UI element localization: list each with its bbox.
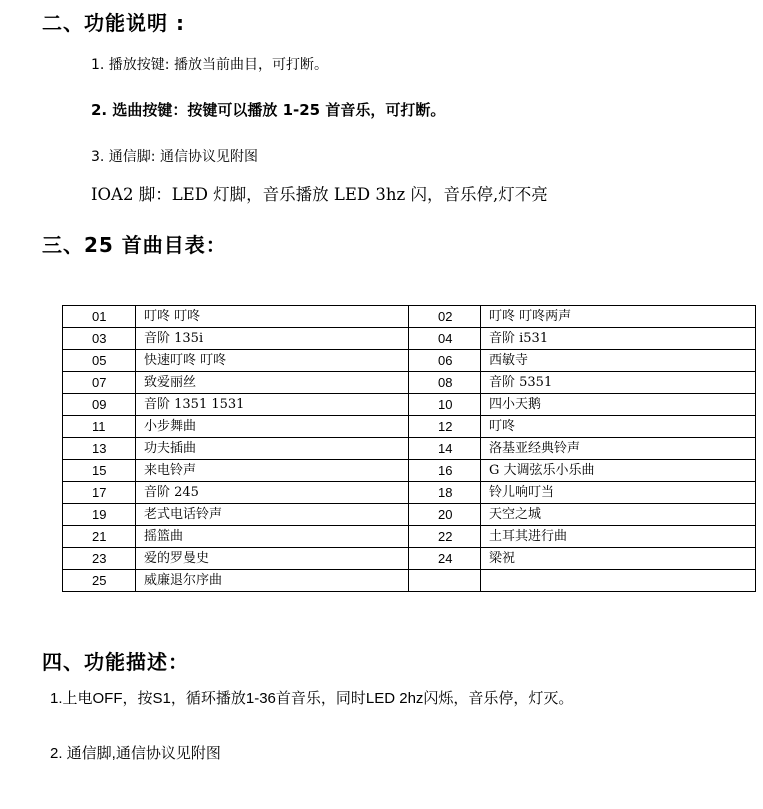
- track-number: 22: [409, 526, 481, 548]
- comm-pin-description: 3. 通信脚: 通信协议见附图: [91, 149, 258, 165]
- track-title: [481, 570, 756, 592]
- track-number: 09: [63, 394, 136, 416]
- track-number: [409, 570, 481, 592]
- track-number: 18: [409, 482, 481, 504]
- track-title: 叮咚: [481, 416, 756, 438]
- led-pin-description: IOA2 脚：LED 灯脚，音乐播放 LED 3hz 闪，音乐停,灯不亮: [91, 185, 548, 204]
- track-number: 23: [63, 548, 136, 570]
- section-3-heading: 三、25 首曲目表：: [42, 233, 227, 257]
- track-title: 洛基亚经典铃声: [481, 438, 756, 460]
- track-number: 24: [409, 548, 481, 570]
- track-title: 叮咚 叮咚: [136, 306, 409, 328]
- track-title: 音阶 135i: [136, 328, 409, 350]
- table-row: [63, 482, 756, 504]
- track-title: 音阶 245: [136, 482, 409, 504]
- track-title: 老式电话铃声: [136, 504, 409, 526]
- table-row: [63, 328, 756, 350]
- section-4-heading: 四、功能描述：: [42, 650, 189, 674]
- song-list-table: [62, 305, 756, 592]
- section-2-heading: 二、功能说明 :: [42, 11, 185, 35]
- table-row: [63, 570, 756, 592]
- track-title: 致爱丽丝: [136, 372, 409, 394]
- track-title: G 大调弦乐小乐曲: [481, 460, 756, 482]
- track-title: 铃儿响叮当: [481, 482, 756, 504]
- track-number: 06: [409, 350, 481, 372]
- track-number: 13: [63, 438, 136, 460]
- track-number: 07: [63, 372, 136, 394]
- track-title: 摇篮曲: [136, 526, 409, 548]
- track-title: 功夫插曲: [136, 438, 409, 460]
- table-row: [63, 526, 756, 548]
- table-row: [63, 372, 756, 394]
- track-number: 19: [63, 504, 136, 526]
- track-title: 音阶 1351 1531: [136, 394, 409, 416]
- power-on-description: 1.上电OFF，按S1，循环播放1-36首音乐，同时LED 2hz闪烁，音乐停，灯灭。: [50, 690, 574, 707]
- play-key-description: 1. 播放按键: 播放当前曲目，可打断。: [91, 57, 328, 73]
- track-number: 12: [409, 416, 481, 438]
- track-number: 04: [409, 328, 481, 350]
- track-number: 25: [63, 570, 136, 592]
- table-row: [63, 306, 756, 328]
- track-number: 20: [409, 504, 481, 526]
- track-title: 小步舞曲: [136, 416, 409, 438]
- table-row: [63, 350, 756, 372]
- track-title: 天空之城: [481, 504, 756, 526]
- select-key-description: 2. 选曲按键：按键可以播放 1-25 首音乐，可打断。: [91, 101, 446, 119]
- track-number: 16: [409, 460, 481, 482]
- track-number: 02: [409, 306, 481, 328]
- track-title: 音阶 5351: [481, 372, 756, 394]
- track-title: 来电铃声: [136, 460, 409, 482]
- track-number: 05: [63, 350, 136, 372]
- track-title: 快速叮咚 叮咚: [136, 350, 409, 372]
- table-row: [63, 460, 756, 482]
- table-row: [63, 504, 756, 526]
- track-title: 叮咚 叮咚两声: [481, 306, 756, 328]
- track-number: 17: [63, 482, 136, 504]
- track-number: 01: [63, 306, 136, 328]
- table-row: [63, 548, 756, 570]
- track-number: 14: [409, 438, 481, 460]
- track-title: 四小天鹅: [481, 394, 756, 416]
- track-title: 爱的罗曼史: [136, 548, 409, 570]
- table-row: [63, 416, 756, 438]
- track-title: 西敏寺: [481, 350, 756, 372]
- track-number: 15: [63, 460, 136, 482]
- table-row: [63, 394, 756, 416]
- track-number: 03: [63, 328, 136, 350]
- track-number: 21: [63, 526, 136, 548]
- track-title: 土耳其进行曲: [481, 526, 756, 548]
- table-row: [63, 438, 756, 460]
- track-title: 梁祝: [481, 548, 756, 570]
- comm-pin-note: 2. 通信脚,通信协议见附图: [50, 745, 221, 762]
- track-number: 11: [63, 416, 136, 438]
- track-title: 威廉退尔序曲: [136, 570, 409, 592]
- track-number: 08: [409, 372, 481, 394]
- track-title: 音阶 i531: [481, 328, 756, 350]
- track-number: 10: [409, 394, 481, 416]
